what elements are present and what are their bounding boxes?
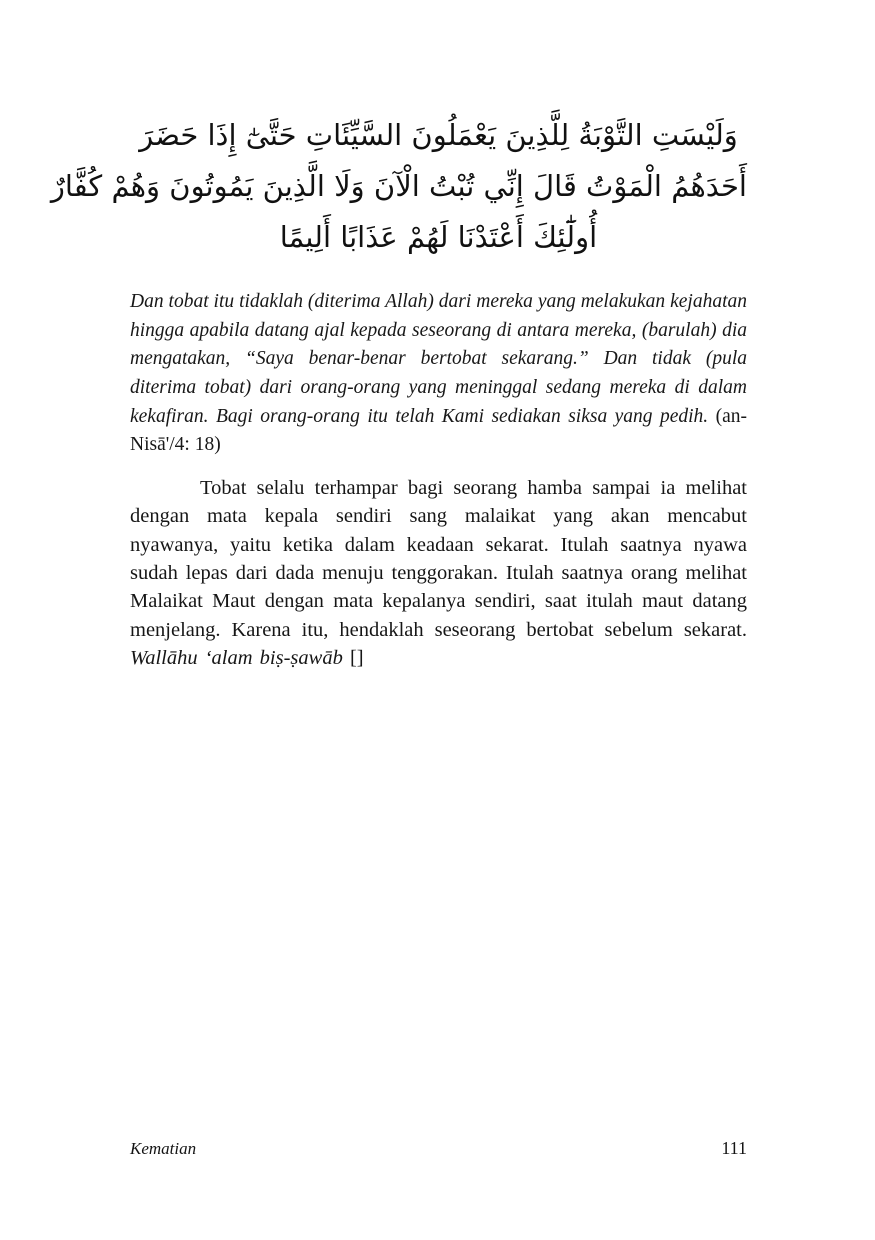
- quran-line-1: وَلَيْسَتِ التَّوْبَةُ لِلَّذِينَ يَعْمَلُونَ السَّيِّئَاتِ حَتَّىٰٓ إِذَا حَضَرَ: [139, 118, 738, 152]
- page-number: 111: [721, 1138, 747, 1158]
- running-title: Kematian: [130, 1139, 197, 1158]
- end-of-article-marker: []: [349, 647, 364, 670]
- translation-text: Dan tobat itu tidaklah (diterima Allah) dari mereka yang melakukan kejahatan hingga apabila datang ajal kepada seseorang di antara mereka, (barulah) dia mengatakan, “Saya benar-benar bertobat sekarang.” Dan tidak (pula diterima tobat) dari orang-orang yang meninggal sedang mereka di dalam kekafiran. Bagi orang-orang itu telah Kami sediakan siksa yang pedih.: [130, 291, 747, 427]
- quran-line-2: أَحَدَهُمُ الْمَوْتُ قَالَ إِنِّي تُبْتُ الْآنَ وَلَا الَّذِينَ يَمُوتُونَ وَهُمْ كُفَّارٌ: [50, 168, 747, 203]
- closing-phrase: Wallāhu ‘alam biṣ-ṣawāb: [130, 647, 343, 670]
- quran-verse-block: [50, 110, 747, 262]
- body-paragraph: [130, 474, 747, 673]
- quran-line-3: أُولَٰٓئِكَ أَعْتَدْنَا لَهُمْ عَذَابًا أَلِيمًا: [279, 219, 598, 254]
- verse-reference: (an-Nisā'/4: 18): [130, 405, 748, 456]
- page-content: [50, 110, 748, 673]
- page-footer: [130, 1138, 747, 1159]
- verse-translation: [130, 288, 747, 460]
- body-text: Tobat selalu terhampar bagi seorang hamba sampai ia melihat dengan mata kepala sendiri sang malaikat yang akan mencabut nyawanya, yaitu ketika dalam keadaan sekarat. Itulah saatnya nyawa sudah lepas dari dada menuju tenggorakan. Itulah saatnya orang melihat Malaikat Maut dengan mata kepalanya sendiri, saat itulah maut datang menjelang. Karena itu, hendaklah seseorang bertobat sebelum sekarat.: [130, 476, 747, 641]
